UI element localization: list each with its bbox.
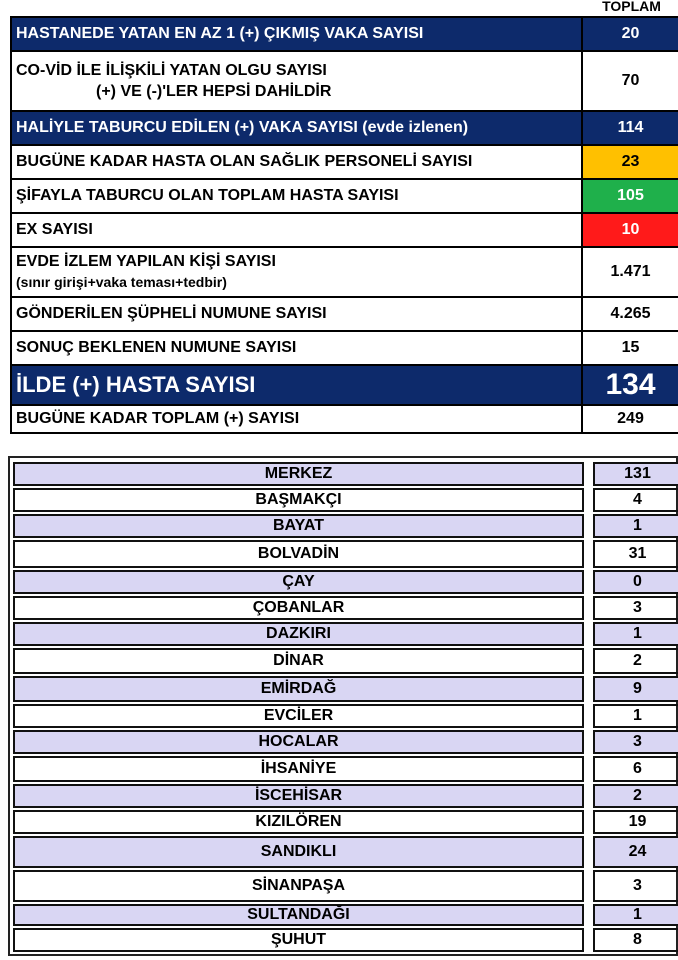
district-name: ÇAY	[13, 570, 584, 594]
stat-row-home-monitoring	[10, 248, 678, 298]
district-value: 2	[593, 648, 678, 674]
district-value: 131	[593, 462, 678, 486]
district-row	[13, 836, 678, 868]
district-name: KIZILÖREN	[13, 810, 584, 834]
district-row	[13, 540, 678, 568]
stat-row-samples-sent	[10, 298, 678, 332]
stat-label: EX SAYISI	[10, 214, 583, 246]
district-row	[13, 648, 678, 674]
district-name: EMİRDAĞ	[13, 676, 584, 702]
district-name: İSCEHİSAR	[13, 784, 584, 808]
district-name: SANDIKLI	[13, 836, 584, 868]
district-row	[13, 704, 678, 728]
stat-row-health-staff	[10, 146, 678, 180]
stat-row-samples-pending	[10, 332, 678, 366]
district-row	[13, 462, 678, 486]
district-name: BAŞMAKÇI	[13, 488, 584, 512]
district-row	[13, 730, 678, 754]
stat-row-hospitalized	[10, 16, 678, 52]
stat-value: 10	[583, 214, 678, 246]
district-name: SULTANDAĞI	[13, 904, 584, 926]
district-value: 0	[593, 570, 678, 594]
district-name: BOLVADİN	[13, 540, 584, 568]
district-table	[8, 456, 678, 956]
district-row	[13, 784, 678, 808]
stat-row-total-positive	[10, 406, 678, 434]
district-row	[13, 870, 678, 902]
district-row	[13, 904, 678, 926]
district-row	[13, 756, 678, 782]
district-value: 2	[593, 784, 678, 808]
stat-label: BUGÜNE KADAR TOPLAM (+) SAYISI	[10, 406, 583, 432]
stat-value: 15	[621, 339, 640, 356]
district-name: HOCALAR	[13, 730, 584, 754]
stat-row-province-positive	[10, 366, 678, 406]
stat-value: 249	[617, 410, 644, 427]
district-name: MERKEZ	[13, 462, 584, 486]
district-row	[13, 596, 678, 620]
district-value: 3	[593, 596, 678, 620]
district-name: SİNANPAŞA	[13, 870, 584, 902]
district-value: 6	[593, 756, 678, 782]
district-name: ŞUHUT	[13, 928, 584, 952]
stat-label: HALİYLE TABURCU EDİLEN (+) VAKA SAYISI (evde izlenen)	[10, 112, 583, 144]
stat-label: GÖNDERİLEN ŞÜPHELİ NUMUNE SAYISI	[10, 298, 583, 330]
stat-label: ŞİFAYLA TABURCU OLAN TOPLAM HASTA SAYISI	[10, 180, 583, 212]
stat-value: 134	[605, 368, 656, 401]
stat-label: SONUÇ BEKLENEN NUMUNE SAYISI	[10, 332, 583, 364]
stat-value: 105	[583, 180, 678, 212]
stat-label-line1: CO-VİD İLE İLİŞKİLİ YATAN OLGU SAYISI	[16, 62, 327, 79]
district-value: 3	[593, 730, 678, 754]
stat-value: 114	[617, 119, 644, 136]
district-value: 24	[593, 836, 678, 868]
district-row	[13, 570, 678, 594]
stat-label: BUGÜNE KADAR HASTA OLAN SAĞLIK PERSONELİ SAYISI	[10, 146, 583, 178]
district-row	[13, 622, 678, 646]
stat-value: 1.471	[610, 263, 651, 280]
stat-row-covid-related	[10, 52, 678, 112]
district-value: 8	[593, 928, 678, 952]
district-value: 1	[593, 514, 678, 538]
stat-label	[10, 52, 583, 110]
district-row	[13, 514, 678, 538]
stat-label: HASTANEDE YATAN EN AZ 1 (+) ÇIKMIŞ VAKA SAYISI	[10, 18, 583, 50]
district-value: 1	[593, 904, 678, 926]
total-column-header: TOPLAM	[602, 0, 661, 14]
district-value: 31	[593, 540, 678, 568]
district-row	[13, 810, 678, 834]
district-row	[13, 676, 678, 702]
district-value: 3	[593, 870, 678, 902]
stat-row-deaths	[10, 214, 678, 248]
stat-value: 23	[583, 146, 678, 178]
stat-row-discharged-home	[10, 112, 678, 146]
district-name: BAYAT	[13, 514, 584, 538]
district-value: 4	[593, 488, 678, 512]
district-name: DAZKIRI	[13, 622, 584, 646]
stat-value: 70	[621, 72, 640, 89]
district-value: 19	[593, 810, 678, 834]
district-name: ÇOBANLAR	[13, 596, 584, 620]
stat-row-recovered	[10, 180, 678, 214]
district-value: 1	[593, 622, 678, 646]
district-value: 1	[593, 704, 678, 728]
stat-label-line2: (sınır girişi+vaka teması+tedbir)	[16, 274, 227, 290]
stat-label-line2: (+) VE (-)'LER HEPSİ DAHİLDİR	[96, 83, 332, 100]
district-row	[13, 488, 678, 512]
stat-label	[10, 248, 583, 296]
stat-label-line1: EVDE İZLEM YAPILAN KİŞİ SAYISI	[16, 253, 276, 270]
district-name: İHSANİYE	[13, 756, 584, 782]
district-name: DİNAR	[13, 648, 584, 674]
district-name: EVCİLER	[13, 704, 584, 728]
stat-value: 4.265	[610, 305, 651, 322]
stat-value: 20	[621, 25, 640, 42]
stat-label: İLDE (+) HASTA SAYISI	[10, 366, 583, 404]
district-value: 9	[593, 676, 678, 702]
district-row	[13, 928, 678, 952]
